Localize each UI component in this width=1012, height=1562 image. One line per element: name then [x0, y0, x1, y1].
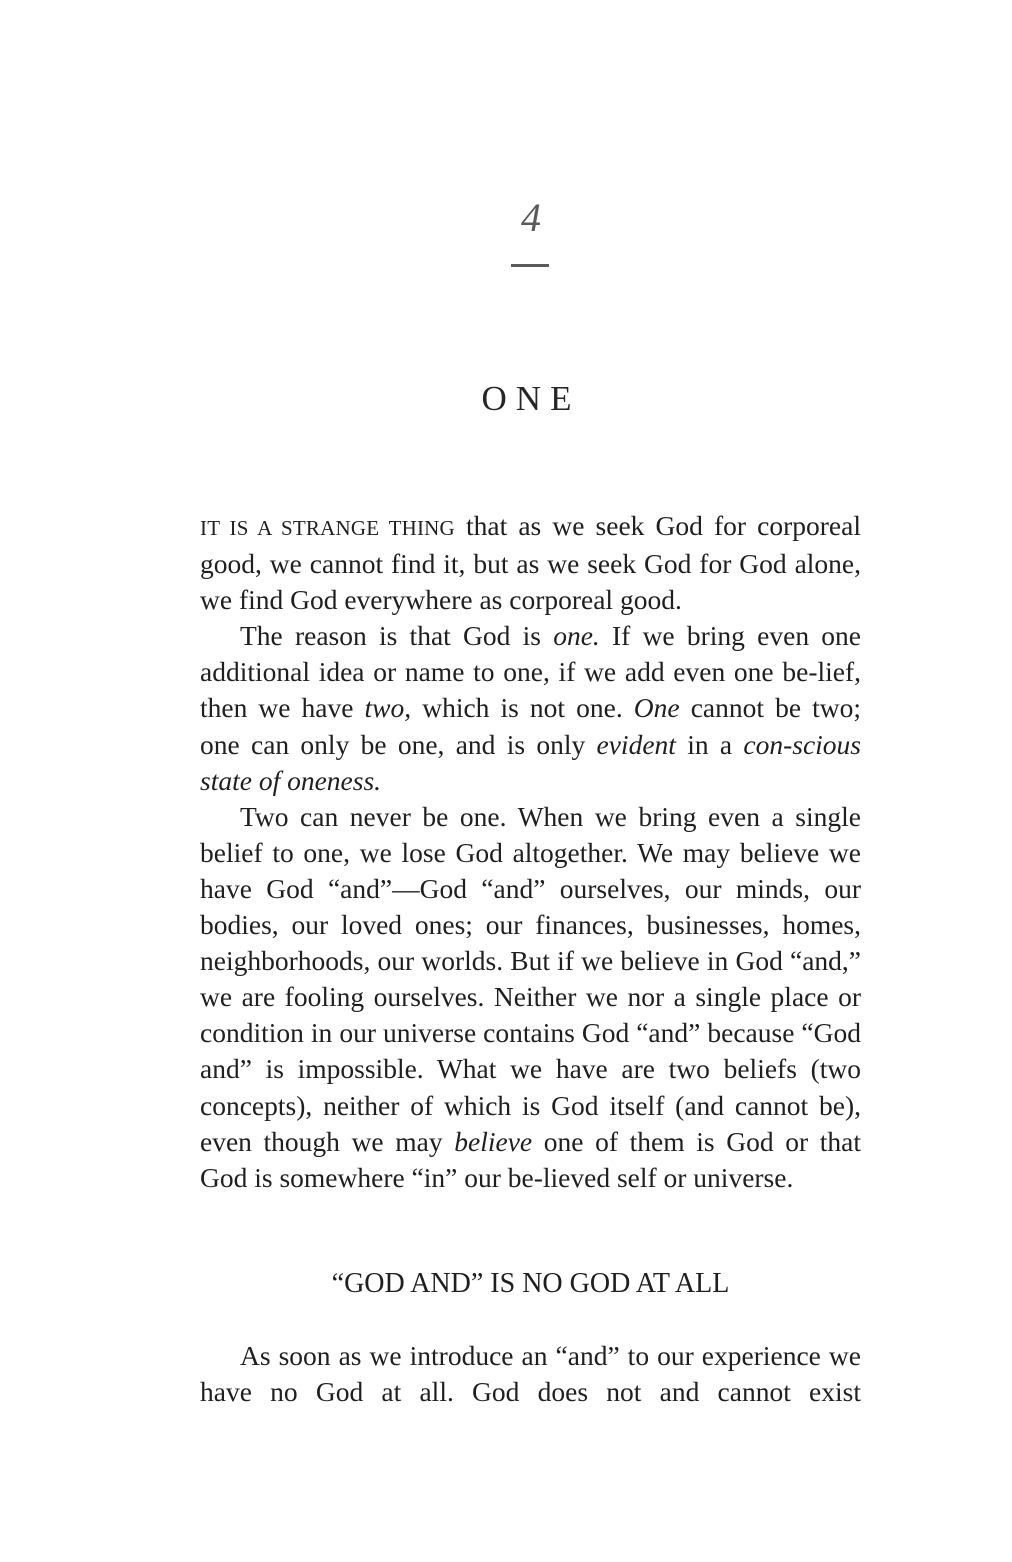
chapter-body: [200, 508, 861, 1196]
paragraph-2-text-4: cannot be two; one can only be one, and is only: [200, 692, 861, 760]
paragraph-2-italic-4: evident: [596, 728, 676, 760]
chapter-number: 4: [521, 195, 541, 240]
paragraph-2-italic-3: One: [633, 692, 680, 724]
paragraph-2-text-5: in a: [675, 728, 744, 760]
paragraph-3-text-2: one of them is God or that God is somewhere “in” our be-lieved self or universe.: [200, 1125, 861, 1193]
section-body: [200, 1338, 861, 1410]
lead-in-smallcaps: IT IS A STRANGE THING: [200, 516, 455, 540]
paragraph-2-italic-5: con-scious state of oneness.: [200, 728, 861, 796]
paragraph-2: [200, 618, 861, 798]
paragraph-3-text-1: Two can never be one. When we bring even a single belief to one, we lose God altogether. We may believe we have God “and”—God “and” ourselves, our minds, our bodies, our loved ones; our finances, businesses, homes, neighborhoods, our worlds. But if we believe in God “and,” we are fooling ourselves. Neither we nor a single place or condition in our universe contains God “and” because “God and” is impossible. What we have are two beliefs (two concepts), neither of which is God itself (and cannot be), even though we may: [200, 800, 861, 1157]
paragraph-1: [200, 508, 861, 618]
paragraph-3: [200, 799, 861, 1196]
section-heading: “GOD AND” IS NO GOD AT ALL: [331, 1268, 730, 1299]
paragraph-2-italic-2: two,: [364, 692, 412, 724]
paragraph-4: As soon as we introduce an “and” to our experience we have no God at all. God does not and cannot exist: [200, 1340, 861, 1408]
paragraph-2-text-3: which is not one.: [411, 692, 634, 724]
paragraph-2-italic-1: one.: [553, 620, 600, 652]
chapter-rule-divider: [511, 264, 549, 267]
paragraph-2-text-2: If we bring even one additional idea or name to one, if we add even one be-lief, then we have: [200, 620, 862, 724]
chapter-title: ONE: [481, 379, 581, 418]
paragraph-2-text-1: The reason is that God is: [240, 620, 554, 652]
paragraph-3-italic-1: believe: [454, 1125, 533, 1157]
paragraph-1-text: that as we seek God for corporeal good, we cannot find it, but as we seek God for God alone, we find God everywhere as corporeal good.: [200, 510, 861, 616]
